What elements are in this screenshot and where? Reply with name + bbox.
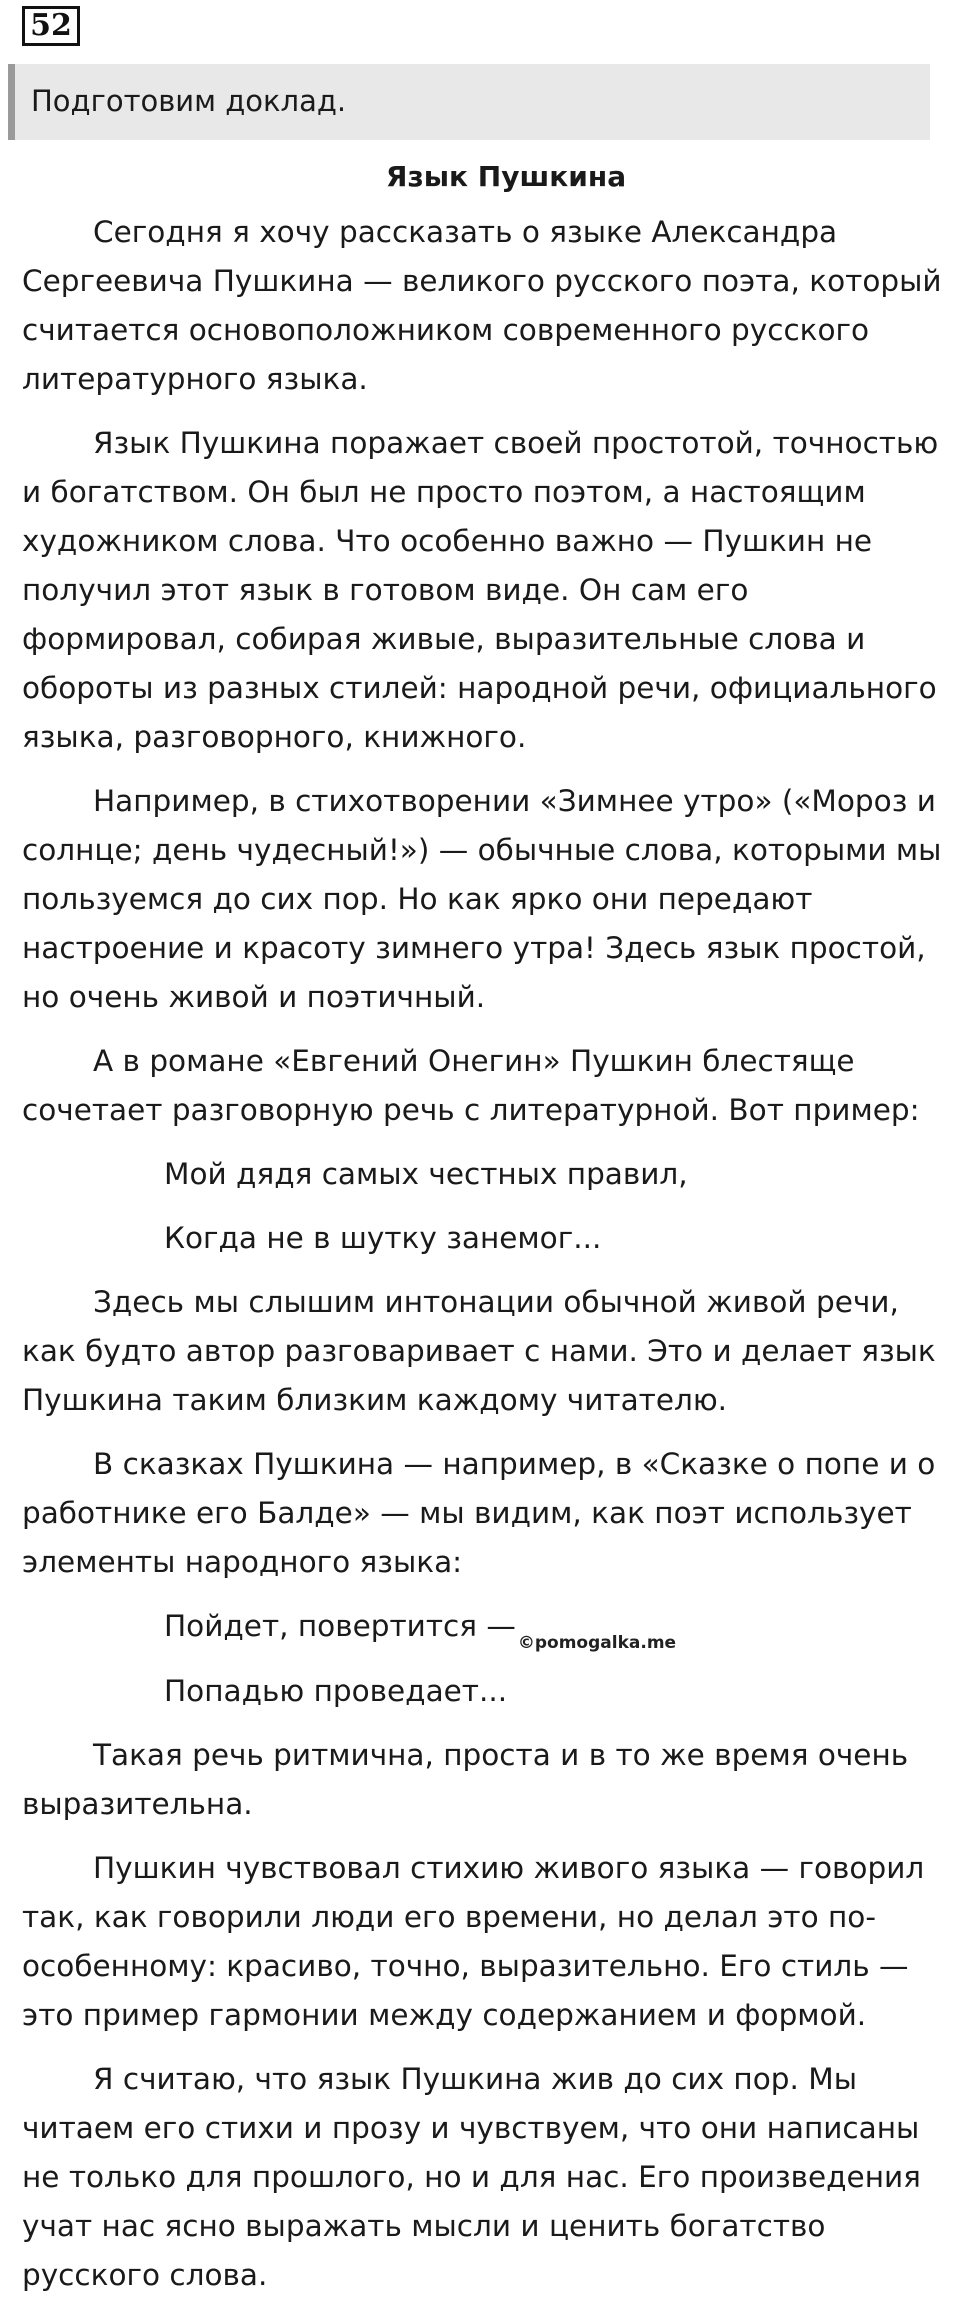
paragraph-3: Например, в стихотворении «Зимнее утро» («Мороз и солнце; день чудесный!») — обычные слова, которыми мы пользуемся до сих пор. Но как ярко они передают настроение и красоту зимнего утра! Здесь язык простой, но очень живой и поэтичный.	[22, 784, 942, 1014]
tale-verse-line-1: Пойдет, повертится —	[164, 1609, 516, 1643]
paragraph-7: Такая речь ритмична, проста и в то же время очень выразительна.	[22, 1738, 909, 1821]
watermark: ©pomogalka.me	[517, 1633, 677, 1653]
paragraph-4: А в романе «Евгений Онегин» Пушкин блестяще сочетает разговорную речь с литературной. Вот пример:	[22, 1044, 920, 1127]
task-instruction-bar	[8, 64, 930, 140]
paragraph-5: Здесь мы слышим интонации обычной живой речи, как будто автор разговаривает с нами. Это и делает язык Пушкина таким близким каждому читателю.	[22, 1285, 936, 1417]
paragraph-9: Я считаю, что язык Пушкина жив до сих пор. Мы читаем его стихи и прозу и чувствуем, что они написаны не только для прошлого, но и для нас. Его произведения учат нас ясно выражать мысли и ценить богатство русского слова.	[22, 2062, 921, 2292]
paragraph-8: Пушкин чувствовал стихию живого языка — говорил так, как говорили люди его времени, но делал это по-особенному: красиво, точно, выразительно. Его стиль — это пример гармонии между содержанием и формой.	[22, 1851, 925, 2032]
essay-title: Язык Пушкина	[385, 160, 627, 193]
essay-body	[22, 158, 950, 2315]
task-instruction-text: Подготовим доклад.	[31, 84, 347, 118]
tale-verse-line-1-row	[22, 1602, 950, 1652]
paragraph-1: Сегодня я хочу рассказать о языке Александра Сергеевича Пушкина — великого русского поэта, который считается основоположником современного русского литературного языка.	[22, 215, 942, 396]
paragraph-6: В сказках Пушкина — например, в «Сказке о попе и о работнике его Балде» — мы видим, как поэт использует элементы народного языка:	[22, 1447, 936, 1579]
tale-verse-line-2: Попадью проведает...	[164, 1674, 508, 1708]
onegin-verse-line-2: Когда не в шутку занемог...	[164, 1221, 602, 1255]
onegin-verse-line-1: Мой дядя самых честных правил,	[164, 1157, 688, 1191]
paragraph-2: Язык Пушкина поражает своей простотой, точностью и богатством. Он был не просто поэтом, а настоящим художником слова. Что особенно важно — Пушкин не получил этот язык в готовом виде. Он сам его формировал, собирая живые, выразительные слова и обороты из разных стилей: народной речи, официального языка, разговорного, книжного.	[22, 426, 939, 754]
task-number-badge: 52	[22, 6, 80, 46]
